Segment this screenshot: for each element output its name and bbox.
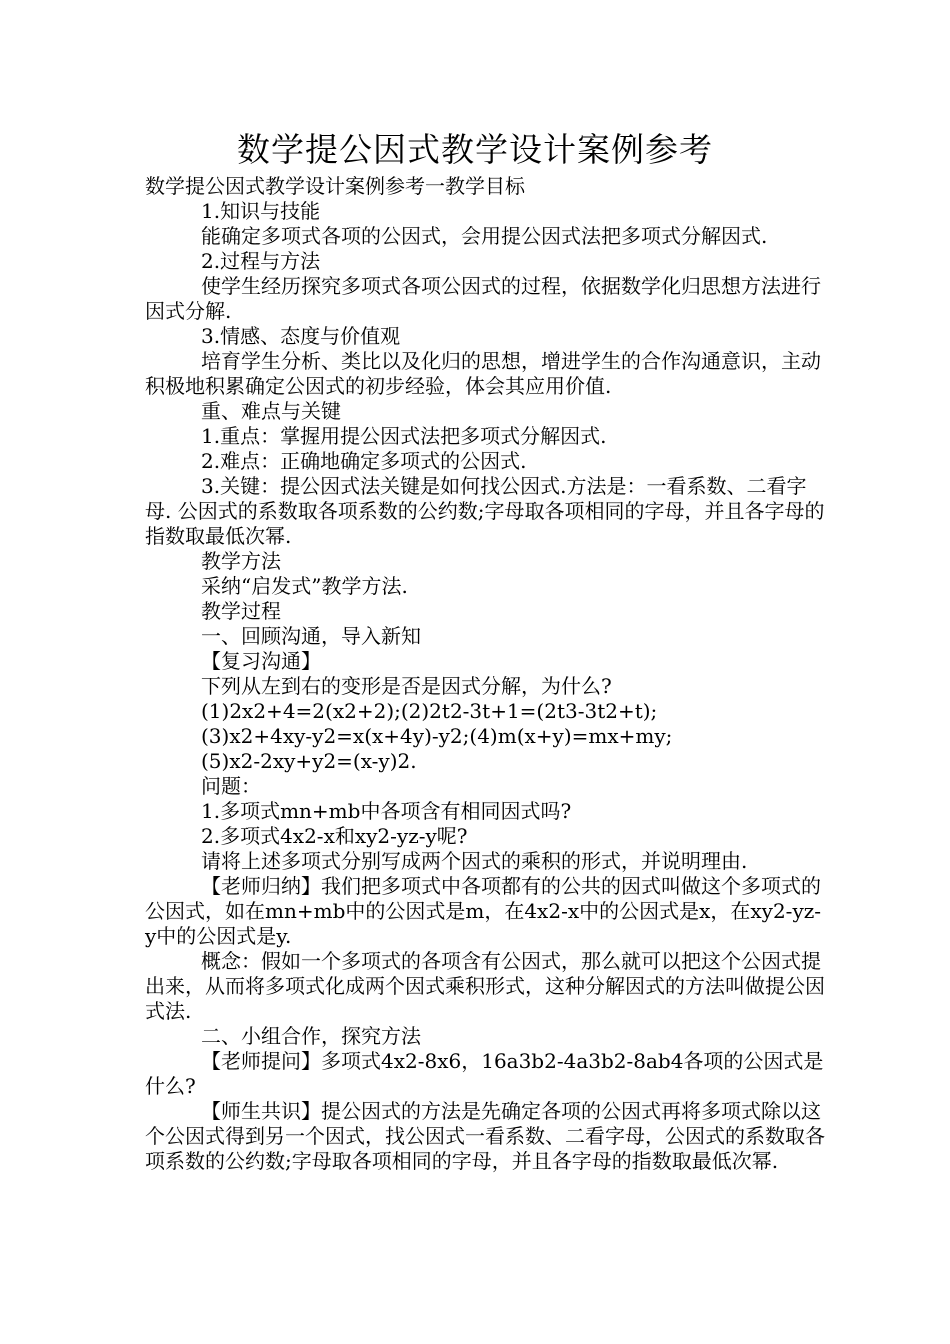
paragraph: 下列从左到右的变形是否是因式分解，为什么? xyxy=(201,674,612,698)
paragraph: 教学过程 xyxy=(201,599,281,623)
paragraph: 重、难点与关键 xyxy=(201,399,341,423)
paragraph: 概念：假如一个多项式的各项含有公因式，那么就可以把这个公因式提出来，从而将多项式化成两个因式乘积形式，这种分解因式的方法叫做提公因式法. xyxy=(145,949,825,1023)
paragraph: 二、小组合作，探究方法 xyxy=(201,1024,421,1048)
paragraph: 教学方法 xyxy=(201,549,281,573)
paragraph: 使学生经历探究多项式各项公因式的过程，依据数学化归思想方法进行因式分解. xyxy=(145,274,821,323)
paragraph: (5)x2-2xy+y2=(x-y)2. xyxy=(201,749,417,773)
paragraph: 2.多项式4x2-x和xy2-yz-y呢? xyxy=(201,824,468,848)
paragraph: (3)x2+4xy-y2=x(x+4y)-y2;(4)m(x+y)=mx+my; xyxy=(201,724,673,748)
paragraph: 数学提公因式教学设计案例参考一教学目标 xyxy=(145,174,525,198)
paragraph: (1)2x2+4=2(x2+2);(2)2t2-3t+1=(2t3-3t2+t); xyxy=(201,699,658,723)
paragraph: 【复习沟通】 xyxy=(201,649,321,673)
paragraph: 请将上述多项式分别写成两个因式的乘积的形式，并说明理由. xyxy=(201,849,748,873)
paragraph: 1.多项式mn+mb中各项含有相同因式吗? xyxy=(201,799,572,823)
paragraph: 1.重点：掌握用提公因式法把多项式分解因式. xyxy=(201,424,607,448)
paragraph: 【师生共识】提公因式的方法是先确定各项的公因式再将多项式除以这个公因式得到另一个因式，找公因式一看系数、二看字母，公因式的系数取各项系数的公约数;字母取各项相同的字母，并且各字母的指数取最低次幂. xyxy=(145,1099,825,1173)
paragraph: 1.知识与技能 xyxy=(201,199,321,223)
paragraph: 培育学生分析、类比以及化归的思想，增进学生的合作沟通意识，主动积极地积累确定公因式的初步经验，体会其应用价值. xyxy=(145,349,821,398)
paragraph: 一、回顾沟通，导入新知 xyxy=(201,624,421,648)
paragraph: 3.情感、态度与价值观 xyxy=(201,324,401,348)
document-body xyxy=(145,174,825,1174)
paragraph: 2.难点：正确地确定多项式的公因式. xyxy=(201,449,527,473)
paragraph: 【老师提问】多项式4x2-8x6，16a3b2-4a3b2-8ab4各项的公因式是什么? xyxy=(145,1049,824,1098)
paragraph: 采纳“启发式”教学方法. xyxy=(201,574,408,598)
paragraph: 能确定多项式各项的公因式，会用提公因式法把多项式分解因式. xyxy=(201,224,768,248)
paragraph: 问题： xyxy=(201,774,261,798)
paragraph: 【老师归纳】我们把多项式中各项都有的公共的因式叫做这个多项式的公因式，如在mn+mb中的公因式是m，在4x2-x中的公因式是x，在xy2-yz-y中的公因式是y. xyxy=(145,874,822,948)
paragraph: 2.过程与方法 xyxy=(201,249,321,273)
paragraph: 3.关键：提公因式法关键是如何找公因式.方法是：一看系数、二看字母. 公因式的系数取各项系数的公约数;字母取各项相同的字母，并且各字母的指数取最低次幂. xyxy=(145,474,825,548)
document-title: 数学提公因式教学设计案例参考 xyxy=(237,130,713,169)
